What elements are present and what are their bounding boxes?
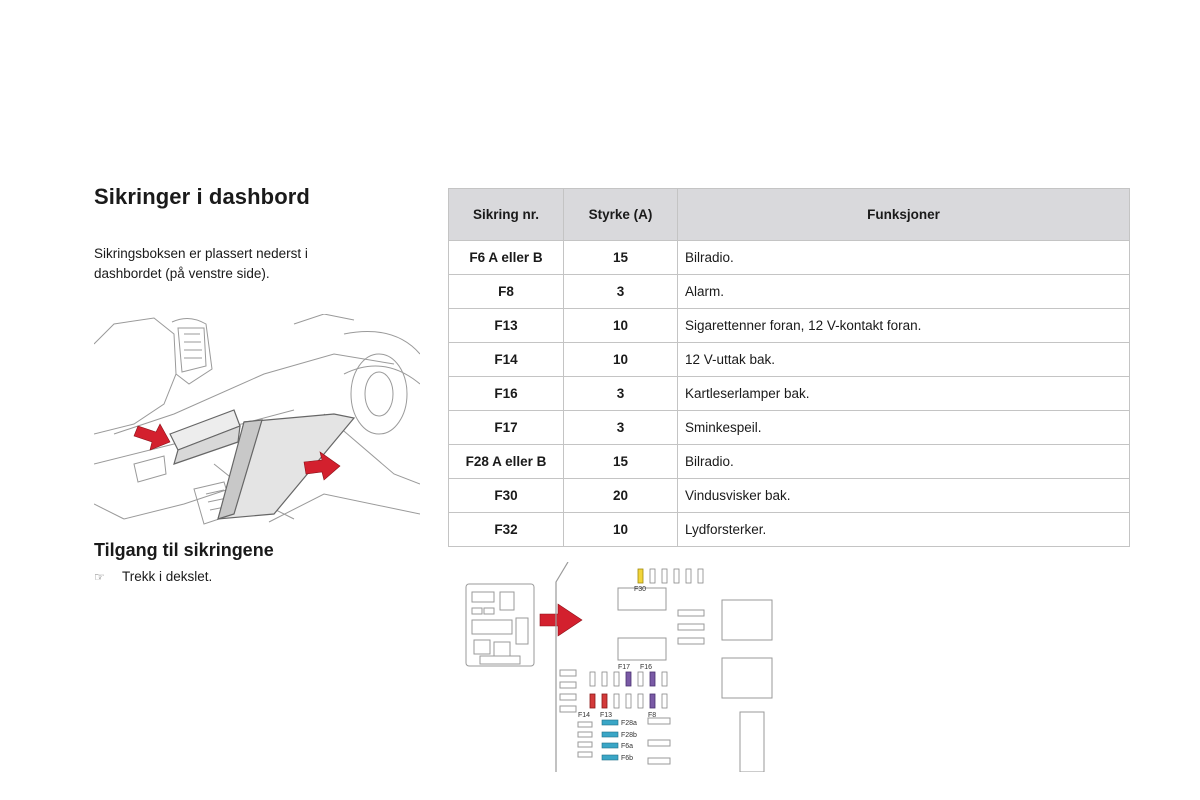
fusebox-diagram <box>460 562 790 772</box>
fuse-number: F16 <box>449 377 564 411</box>
instruction-text: Trekk i dekslet. <box>122 569 213 584</box>
fuse-number: F32 <box>449 513 564 547</box>
fuse-number: F28 A eller B <box>449 445 564 479</box>
table-row <box>449 275 1130 309</box>
fuse-function: Sigarettenner foran, 12 V-kontakt foran. <box>678 309 1130 343</box>
header-funksjoner: Funksjoner <box>678 189 1130 241</box>
table-row <box>449 445 1130 479</box>
label-f13: F13 <box>600 712 613 719</box>
fuse-f28b <box>602 732 618 737</box>
label-f28a: F28a <box>621 720 637 727</box>
fuse-function: Sminkespeil. <box>678 411 1130 445</box>
label-f28b: F28b <box>621 732 637 739</box>
fuse-f28a <box>602 720 618 725</box>
fuse-number: F6 A eller B <box>449 241 564 275</box>
fuse-amperage: 3 <box>564 377 678 411</box>
fuse-function: 12 V-uttak bak. <box>678 343 1130 377</box>
fuse-function: Bilradio. <box>678 241 1130 275</box>
fuse-amperage: 10 <box>564 513 678 547</box>
fuse-f8 <box>650 694 655 708</box>
hand-pointer-icon: ☞ <box>94 569 105 584</box>
label-f14: F14 <box>578 712 591 719</box>
label-f6b: F6b <box>621 755 634 762</box>
section-subtitle: Tilgang til sikringene <box>94 540 274 560</box>
table-row <box>449 411 1130 445</box>
table-row <box>449 309 1130 343</box>
fuse-function: Alarm. <box>678 275 1130 309</box>
table-row <box>449 343 1130 377</box>
fuse-function: Lydforsterker. <box>678 513 1130 547</box>
fuse-f13 <box>602 694 607 708</box>
intro-text: Sikringsboksen er plassert nederst i dashbordet (på venstre side). <box>94 246 308 281</box>
arrow-icon <box>540 604 582 636</box>
fuse-amperage: 15 <box>564 241 678 275</box>
fuse-f6a <box>602 743 618 748</box>
fuse-f30 <box>638 569 643 583</box>
fuse-number: F14 <box>449 343 564 377</box>
fuse-amperage: 3 <box>564 275 678 309</box>
fuse-amperage: 10 <box>564 343 678 377</box>
label-f30: F30 <box>634 586 647 593</box>
header-styrke: Styrke (A) <box>564 189 678 241</box>
table-row <box>449 479 1130 513</box>
table-row <box>449 513 1130 547</box>
label-f16: F16 <box>640 664 653 671</box>
fuse-amperage: 15 <box>564 445 678 479</box>
table-header-row <box>449 189 1130 241</box>
fuse-function: Bilradio. <box>678 445 1130 479</box>
table-row <box>449 241 1130 275</box>
fuse-f14 <box>590 694 595 708</box>
fuse-number: F8 <box>449 275 564 309</box>
label-f6a: F6a <box>621 743 634 750</box>
fuse-amperage: 10 <box>564 309 678 343</box>
label-f17: F17 <box>618 664 631 671</box>
fuse-number: F17 <box>449 411 564 445</box>
dashboard-illustration <box>94 314 420 534</box>
header-sikring: Sikring nr. <box>449 189 564 241</box>
table-row <box>449 377 1130 411</box>
fuse-amperage: 20 <box>564 479 678 513</box>
fuse-function: Vindusvisker bak. <box>678 479 1130 513</box>
fuse-f16 <box>650 672 655 686</box>
fuse-table <box>448 188 1130 547</box>
fuse-f6b <box>602 755 618 760</box>
fuse-number: F30 <box>449 479 564 513</box>
fusebox-overview <box>466 584 534 666</box>
page-title: Sikringer i dashbord <box>94 184 310 209</box>
fuse-number: F13 <box>449 309 564 343</box>
fuse-amperage: 3 <box>564 411 678 445</box>
label-f8: F8 <box>648 712 657 719</box>
fuse-function: Kartleserlamper bak. <box>678 377 1130 411</box>
fuse-f17 <box>626 672 631 686</box>
instruction-step <box>94 569 212 584</box>
